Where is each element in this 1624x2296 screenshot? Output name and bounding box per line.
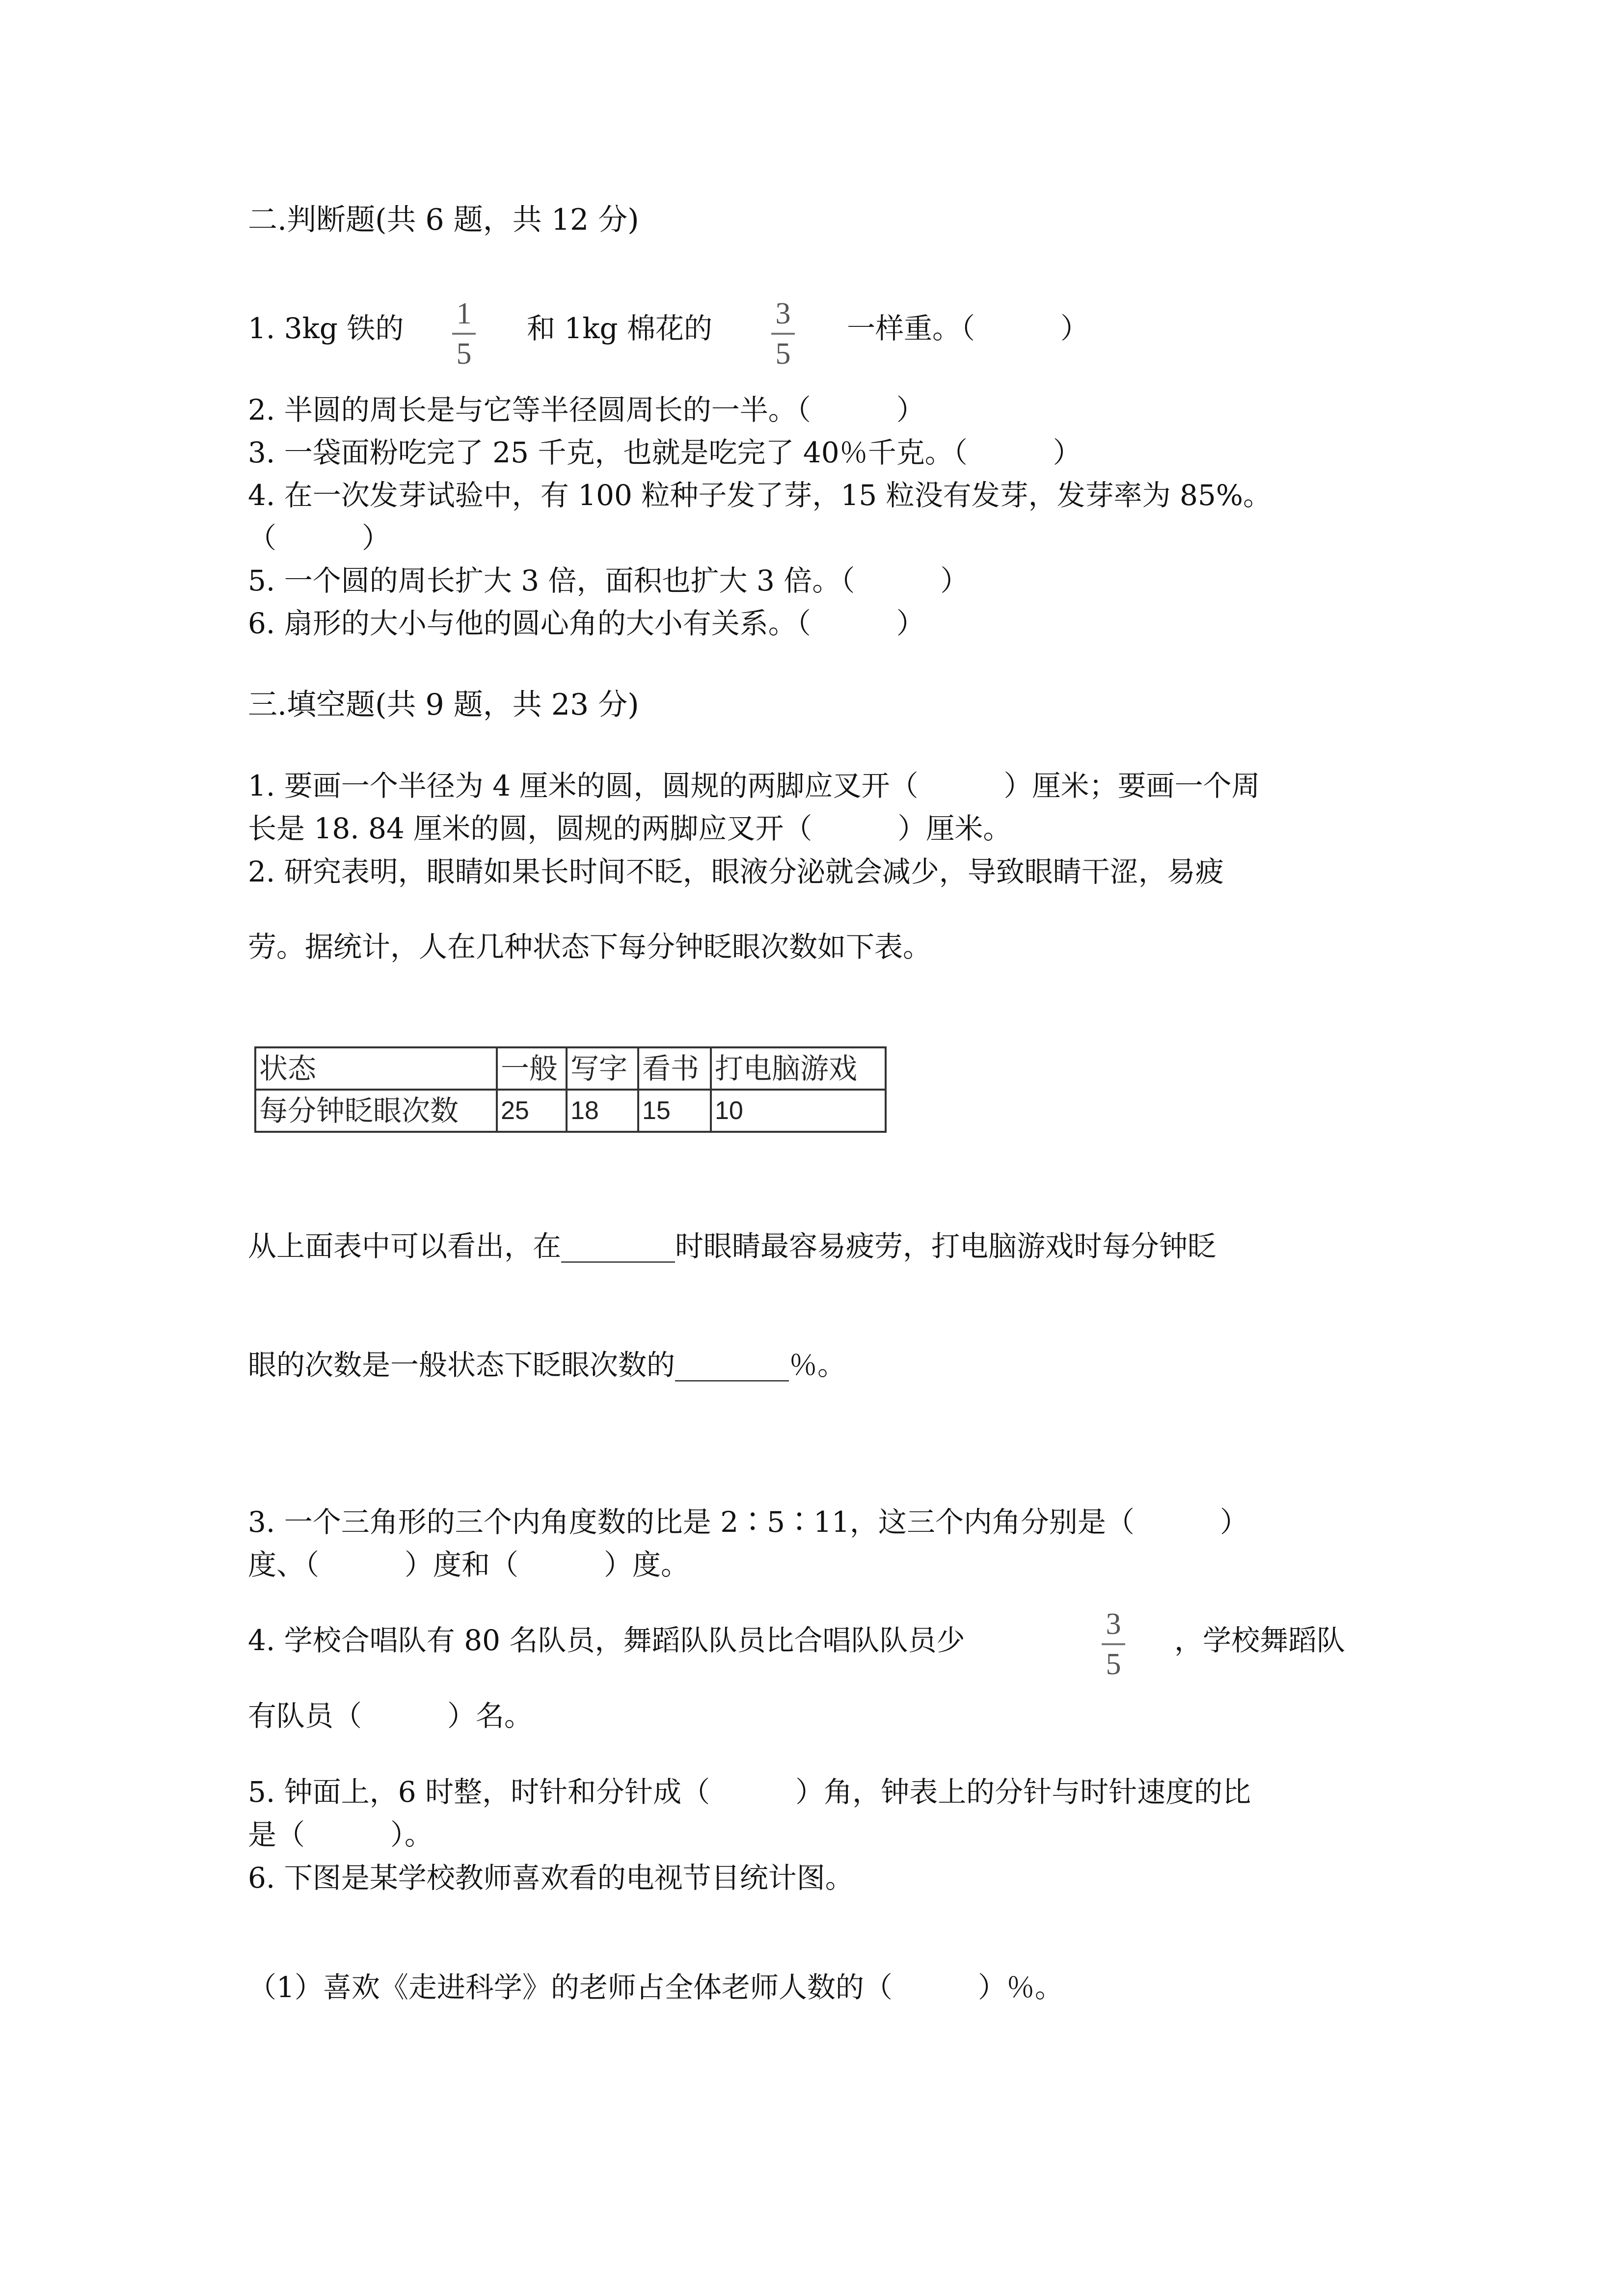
fraction-numerator: 3 <box>775 297 791 330</box>
judge-question-3: 3. 一袋面粉吃完了 25 千克，也就是吃完了 40％千克。（ ） <box>248 436 1082 469</box>
fraction-numerator: 3 <box>1106 1607 1121 1641</box>
fraction-denominator: 5 <box>775 337 791 371</box>
fill-question-5-line-2: 是（ ）。 <box>248 1818 433 1851</box>
fill-question-1-line-2: 长是 18. 84 厘米的圆，圆规的两脚应叉开（ ）厘米。 <box>248 812 1012 845</box>
judge-q1-part3: 一样重。（ ） <box>847 312 1089 345</box>
fill-question-4-line-2: 有队员（ ）名。 <box>248 1699 533 1733</box>
table-cell: 看书 <box>638 1047 711 1090</box>
fill-q4-part1: 4. 学校合唱队有 80 名队员，舞蹈队队员比合唱队队员少 <box>248 1624 965 1657</box>
fraction-three-fifths <box>768 298 798 369</box>
section-2-heading: 二.判断题(共 6 题，共 12 分) <box>248 203 639 237</box>
table-cell: 10 <box>711 1090 886 1132</box>
table-row <box>255 1090 886 1132</box>
judge-question-4-answer: （ ） <box>248 521 391 555</box>
fraction-numerator: 1 <box>456 297 472 330</box>
judge-question-5: 5. 一个圆的周长扩大 3 倍，面积也扩大 3 倍。（ ） <box>248 564 969 597</box>
fill-question-5-line-1: 5. 钟面上，6 时整，时针和分针成（ ）角，钟表上的分针与时针速度的比 <box>248 1775 1251 1809</box>
table-cell: 打电脑游戏 <box>711 1047 886 1090</box>
table-cell: 状态 <box>255 1047 497 1090</box>
judge-question-2: 2. 半圆的周长是与它等半径圆周长的一半。（ ） <box>248 393 925 427</box>
fraction-denominator: 5 <box>456 337 472 371</box>
table-cell: 18 <box>567 1090 638 1132</box>
judge-question-6: 6. 扇形的大小与他的圆心角的大小有关系。（ ） <box>248 607 925 640</box>
fill-question-1-line-1: 1. 要画一个半径为 4 厘米的圆，圆规的两脚应叉开（ ）厘米；要画一个周 <box>248 769 1260 802</box>
blink-count-table <box>254 1046 887 1133</box>
table-cell: 一般 <box>497 1047 567 1090</box>
judge-q1-part1: 1. 3kg 铁的 <box>248 312 404 345</box>
table-cell: 15 <box>638 1090 711 1132</box>
fill-question-6: 6. 下图是某学校教师喜欢看的电视节目统计图。 <box>248 1861 854 1895</box>
fill-question-3-line-2: 度、（ ）度和（ ）度。 <box>248 1548 690 1581</box>
judge-question-4: 4. 在一次发芽试验中，有 100 粒种子发了芽，15 粒没有发芽，发芽率为 85%。 <box>248 479 1272 512</box>
fill-question-6-sub-1: （1）喜欢《走进科学》的老师占全体老师人数的（ ）％。 <box>248 1971 1063 2004</box>
fraction-bar <box>452 333 476 335</box>
fraction-bar <box>1102 1643 1125 1645</box>
fill-question-3-line-1: 3. 一个三角形的三个内角度数的比是 2∶5∶11，这三个内角分别是（ ） <box>248 1505 1248 1539</box>
judge-q1-part2: 和 1kg 棉花的 <box>527 312 713 345</box>
fill-q4-part2: ，学校舞蹈队 <box>1174 1624 1346 1657</box>
fill-question-2-line-1: 2. 研究表明，眼睛如果长时间不眨，眼液分泌就会减少，导致眼睛干涩，易疲 <box>248 855 1224 888</box>
fill-question-2-line-3: 从上面表中可以看出，在________时眼睛最容易疲劳，打电脑游戏时每分钟眨 <box>248 1229 1217 1263</box>
table-cell: 写字 <box>567 1047 638 1090</box>
fraction-bar <box>771 333 795 335</box>
fraction-three-fifths <box>1099 1609 1128 1680</box>
table-row <box>255 1047 886 1090</box>
table-cell: 每分钟眨眼次数 <box>255 1090 497 1132</box>
fraction-one-fifth <box>449 298 479 369</box>
table-cell: 25 <box>497 1090 567 1132</box>
fill-question-2-line-2: 劳。据统计，人在几种状态下每分钟眨眼次数如下表。 <box>248 930 932 963</box>
fraction-denominator: 5 <box>1106 1648 1121 1681</box>
section-3-heading: 三.填空题(共 9 题，共 23 分) <box>248 688 639 722</box>
fill-question-2-line-4: 眼的次数是一般状态下眨眼次数的________％。 <box>248 1348 846 1382</box>
